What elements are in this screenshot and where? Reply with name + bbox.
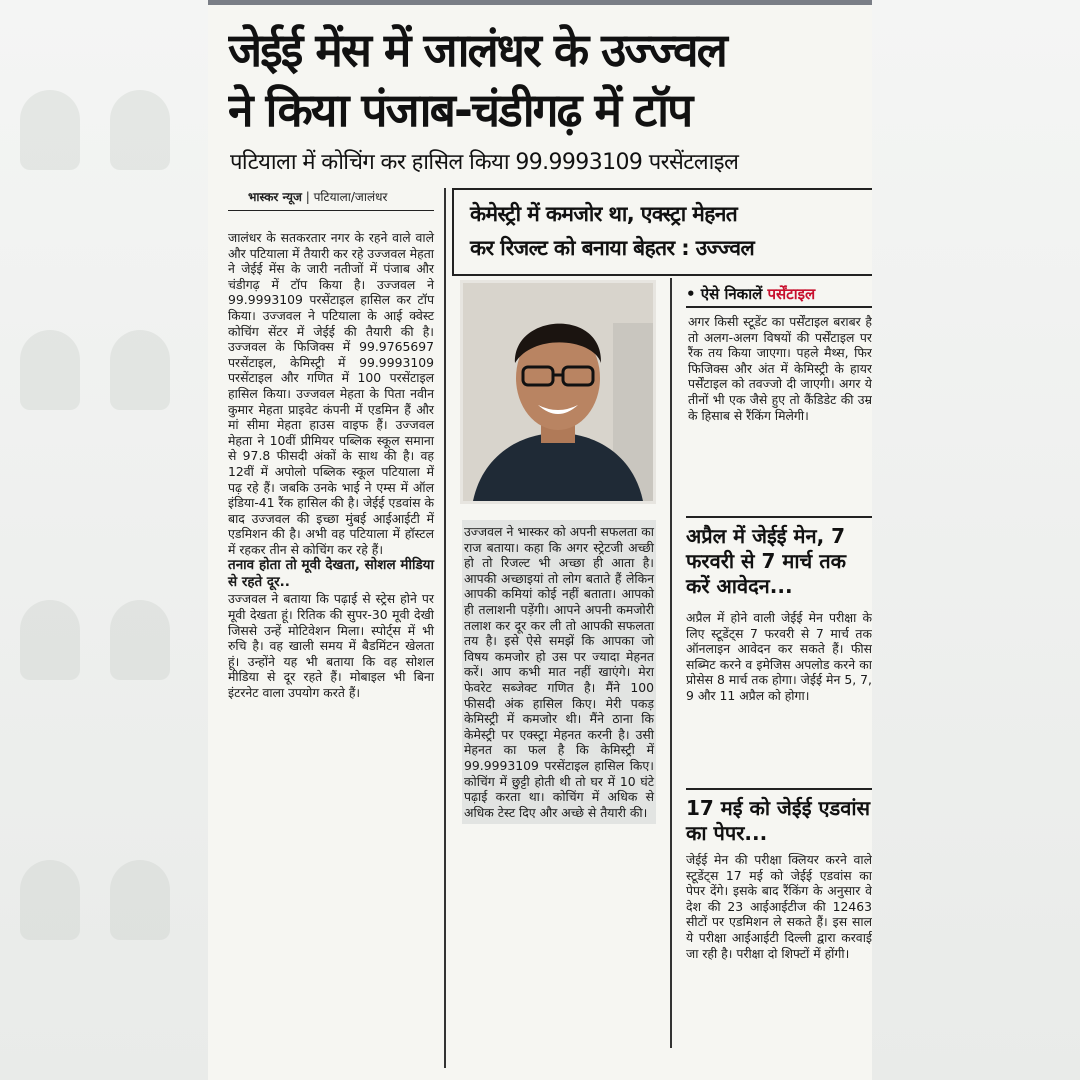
column-divider bbox=[444, 188, 446, 1068]
background-left bbox=[0, 0, 208, 1080]
brief1-heading: अप्रैल में जेईई मेन, 7 फरवरी से 7 मार्च तक करें आवेदन... bbox=[686, 524, 846, 598]
quote-title-line-2: कर रिजल्ट को बनाया बेहतर : उज्ज्वल bbox=[470, 236, 755, 260]
quote-box-title bbox=[452, 188, 872, 276]
main-story-column bbox=[228, 230, 434, 701]
sidebar-heading-red: पर्सेंटाइल bbox=[767, 285, 816, 303]
quote-box-body: उज्जवल ने भास्कर को अपनी सफलता का राज बताया। कहा कि अगर स्ट्रेटजी अच्छी हो तो रिजल्ट भी अच्छा ही आता है। आपकी अच्छाइयां तो लोग बताते हैं लेकिन आपकी कमियां कोई नहीं बताता। आपको ही तलाशनी पड़ेंगी। आपने अपनी कमजोरी तलाश कर दूर कर ली तो आपकी सफलता तय है। इसे ऐसे समझें कि आपका जो विषय कमजोर हो उस पर ज्यादा मेहनत करें। आप कभी मात नहीं खाएंगे। मेरा फेवरेट सब्जेक्ट गणित है। मैंने 100 फीसदी अंक हासिल किए। मेरी पकड़ केमिस्ट्री में कमजोर थी। मैंने ठाना कि केमेस्ट्री पर एक्स्ट्रा मेहनत करनी है। उसी मेहनत का फल है कि केमिस्ट्री में 99.9993109 परसेंटाइल हासिल किए। कोचिंग में छुट्टी होती थी तो घर में 10 घंटे पढ़ाई करता था। कोचिंग में अधिक से अधिक टेस्ट दिए और अच्छे से तैयारी की। bbox=[462, 520, 656, 824]
background-right bbox=[872, 0, 1080, 1080]
quote-title-line-1: केमेस्ट्री में कमजोर था, एक्स्ट्रा मेहनत bbox=[470, 202, 738, 226]
main-story-paragraph-2: उज्जवल ने बताया कि पढ़ाई से स्ट्रेस होने पर मूवी देखता हूं। रितिक की सुपर-30 मूवी देखी जिससे उन्हें मोटिवेशन मिला। स्पोर्ट्स में भी रुचि है। वह खाली समय में बैडमिंटन खेलता हूं। उन्होंने यह भी बताया कि वह सोशल मीडिया से दूर रहते हैं। मोबाइल भी बिना इंटरनेट वाला उपयोग करते हैं। bbox=[228, 591, 434, 701]
byline-rule bbox=[228, 210, 434, 211]
sidebar-body: अगर किसी स्टूडेंट का पर्सेंटाइल बराबर है तो अलग-अलग विषयों की पर्सेंटाइल पर रैंक तय किया जाएगा। पहले मैथ्स, फिर फिजिक्स और अंत में केमिस्ट्री के हायर पर्सेंटाइल को तवज्जो दी जाएगी। अगर ये तीनों भी एक जैसे हुए तो कैंडिडेट की उम्र के हिसाब से रैंकिंग मिलेगी। bbox=[688, 314, 872, 423]
faded-portrait bbox=[110, 90, 170, 170]
faded-portrait bbox=[20, 860, 80, 940]
brief2-body: जेईई मेन की परीक्षा क्लियर करने वाले स्टूडेंट्स 17 मई को जेईई एडवांस का पेपर देंगे। इसके बाद रैंकिंग के अनुसार वे देश की 23 आईआईटीज की 12463 सीटों पर एडमिशन ले सकते हैं। इस साल ये परीक्षा आईआईटी दिल्ली द्वारा करवाई जा रही है। परीक्षा दो शिफ्टों में होंगी। bbox=[686, 852, 872, 961]
headline-line-1: जेईई मेंस में जालंधर के उज्ज्वल bbox=[228, 23, 726, 77]
headline-line-2: ने किया पंजाब-चंडीगढ़ में टॉप bbox=[228, 83, 692, 137]
subheadline: पटियाला में कोचिंग कर हासिल किया 99.9993109 परसेंटलाइल bbox=[230, 150, 739, 175]
brief2-rule bbox=[686, 788, 872, 790]
brief2-heading: 17 मई को जेईई एडवांस का पेपर... bbox=[686, 796, 871, 845]
sidebar-heading-black: • ऐसे निकालें bbox=[686, 285, 763, 303]
faded-portrait bbox=[110, 330, 170, 410]
faded-portrait bbox=[20, 90, 80, 170]
column-divider-right bbox=[670, 278, 672, 1048]
faded-portrait bbox=[20, 330, 80, 410]
newspaper-clipping bbox=[208, 0, 872, 1080]
faded-portrait bbox=[110, 860, 170, 940]
brief1-body: अप्रैल में होने वाली जेईई मेन परीक्षा के लिए स्टूडेंट्स 7 फरवरी से 7 मार्च तक ऑनलाइन आवेदन कर सकते हैं। फीस सब्मिट करने व इमेजिस अपलोड करने का प्रोसेस 8 मार्च तक होगा। जेईई मेन 5, 7, 9 और 11 अप्रैल को होगा। bbox=[686, 610, 872, 703]
byline bbox=[248, 188, 387, 205]
main-story-subhead: तनाव होता तो मूवी देखता, सोशल मीडिया से रहते दूर.. bbox=[228, 557, 434, 591]
student-photo bbox=[460, 280, 656, 504]
brief1-rule bbox=[686, 516, 872, 518]
byline-place: | पटियाला/जालंधर bbox=[305, 190, 388, 204]
faded-portrait bbox=[20, 600, 80, 680]
byline-source: भास्कर न्यूज bbox=[248, 190, 302, 204]
top-rule bbox=[208, 0, 872, 5]
main-story-paragraph: जालंधर के सतकरतार नगर के रहने वाले वाले और पटियाला में तैयारी कर रहे उज्जवल मेहता ने जेईई मेंस के जारी नतीजों में पंजाब और चंडीगढ़ में टॉप किया है। उज्जवल ने 99.9993109 परसेंटाइल हासिल कर टॉप किया। उज्जवल ने पटियाला के आई क्वेस्ट कोचिंग सेंटर में जेईई की तैयारी की है। उज्जवल के फिजिक्स में 99.9765697 परसेंटाइल, केमिस्ट्री में 99.9993109 परसेंटाइल और गणित में 100 परसेंटाइल हासिल किया। उज्जवल मेहता के पिता नवीन कुमार मेहता प्राइवेट कंपनी में एडमिन हैं और मां सीमा मेहता हाउस वाइफ हैं। उज्जवल मेहता ने 10वीं प्रीमियर पब्लिक स्कूल समाना से 97.8 फीसदी अंकों के साथ की है। वह 12वीं में अपोलो पब्लिक स्कूल पटियाला में पढ़ रहे हैं। जबकि उनके भाई ने एम्स में ऑल इंडिया-41 रैंक हासिल की है। जेईई एडवांस के बाद उज्जवल की इच्छा मुंबई आईआईटी में एडमिशन की है। अभी वह पटियाला में हॉस्टल में रहकर तीन से कोचिंग कर रहे हैं। bbox=[228, 230, 434, 557]
sidebar-heading bbox=[686, 284, 815, 304]
faded-portrait bbox=[110, 600, 170, 680]
sidebar-rule bbox=[686, 306, 872, 308]
